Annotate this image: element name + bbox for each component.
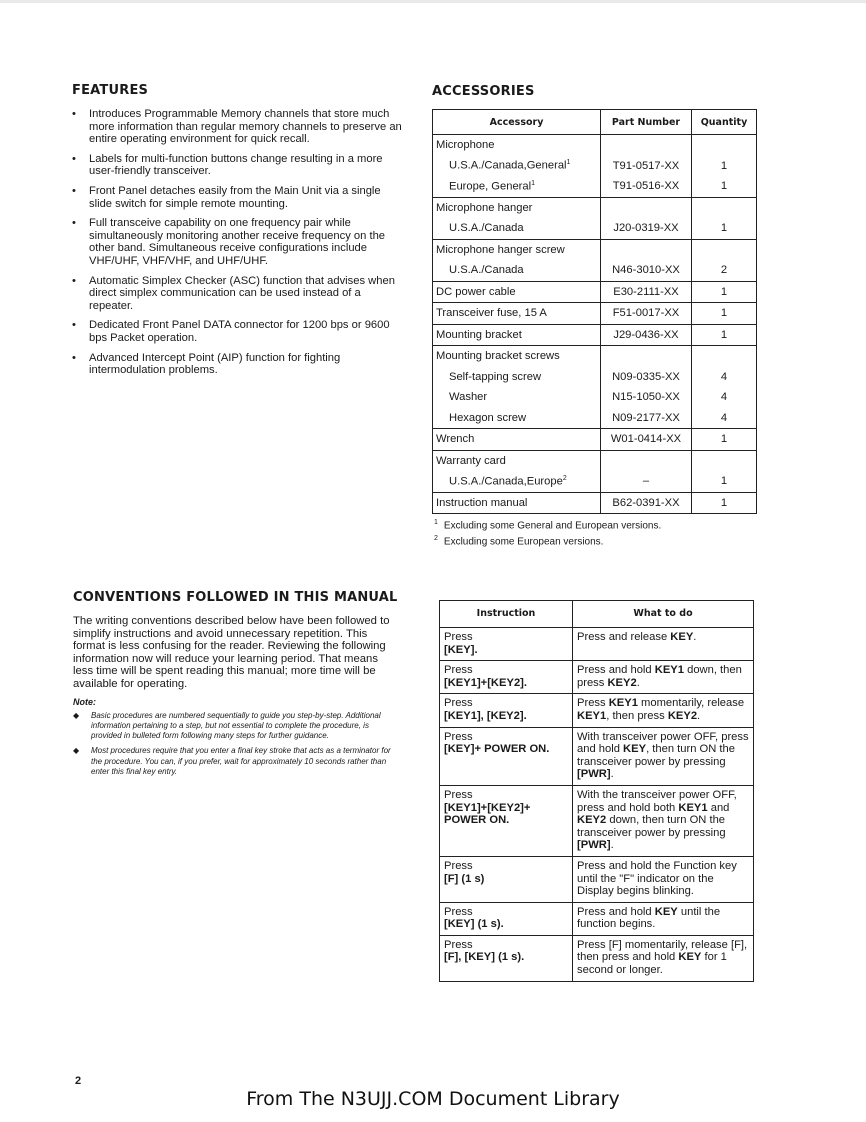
feature-item	[72, 275, 402, 313]
key-combo: [F] (1 s)	[444, 872, 485, 885]
top-edge	[0, 0, 866, 3]
quantity: 2	[692, 260, 757, 281]
footnote	[434, 532, 762, 548]
instruction-row	[440, 727, 754, 785]
footnote-mark: 2	[434, 535, 438, 543]
feature-text: Dedicated Front Panel DATA connector for 1200 bps or 9600 bps Packet operation.	[89, 319, 390, 344]
bullet-dot: •	[72, 351, 76, 364]
key-name: KEY1	[577, 709, 607, 722]
what-to-do-cell	[573, 785, 754, 856]
feature-text: Labels for multi-function buttons change resulting in a more user-friendly transceiver.	[89, 152, 383, 178]
instruction-text: .	[697, 709, 701, 722]
conventions-heading: CONVENTIONS FOLLOWED IN THIS MANUAL	[73, 590, 398, 605]
quantity	[692, 239, 757, 260]
accessory-row	[433, 260, 757, 281]
press-label: Press	[444, 788, 473, 801]
quantity: 1	[692, 429, 757, 451]
accessory-name	[433, 429, 601, 451]
part-number	[601, 346, 692, 367]
footnote-mark: 1	[434, 519, 438, 526]
part-number: –	[601, 471, 692, 492]
key-name: KEY	[670, 631, 694, 643]
what-to-do-cell	[573, 694, 754, 727]
accessory-name	[433, 450, 601, 471]
accessory-name-text: Microphone hanger screw	[436, 243, 565, 256]
instruction-text: .	[693, 631, 697, 643]
key-name: KEY1	[678, 801, 708, 814]
accessory-name	[433, 176, 601, 197]
footnote-text: Excluding some European versions.	[443, 536, 604, 548]
part-number: N09-2177-XX	[601, 408, 692, 429]
key-name: [PWR]	[577, 839, 611, 852]
accessories-header-row	[433, 110, 757, 135]
feature-item	[72, 352, 402, 377]
accessory-name	[433, 156, 601, 177]
instruction-row	[440, 902, 754, 935]
instruction-text: Press and hold	[577, 905, 655, 918]
note-item	[73, 711, 398, 742]
footnote-ref: 2	[562, 474, 567, 482]
note-label: Note:	[73, 696, 96, 707]
accessories-table	[432, 109, 757, 514]
accessory-name-text: Europe, General	[449, 180, 532, 193]
accessory-row	[433, 197, 757, 218]
accessory-row	[433, 492, 757, 514]
bullet-dot: •	[72, 274, 76, 287]
instruction-table	[439, 600, 754, 982]
accessory-row	[433, 471, 757, 492]
bullet-dot: •	[72, 184, 76, 197]
instruction-text: for 1 second or longer.	[577, 951, 727, 977]
quantity: 4	[692, 367, 757, 388]
part-number: F51-0017-XX	[601, 303, 692, 325]
key-combo: [KEY1], [KEY2].	[444, 709, 527, 722]
feature-item	[72, 153, 402, 178]
quantity: 1	[692, 218, 757, 239]
accessories-table-body	[433, 135, 757, 514]
bullet-dot: •	[72, 217, 76, 230]
accessory-row	[433, 239, 757, 260]
instruction-text: down, then turn ON the transceiver power by pressing	[577, 814, 726, 839]
key-name: KEY2	[577, 814, 607, 827]
accessory-name-text: Warranty card	[436, 454, 506, 467]
accessories-section	[432, 84, 762, 549]
key-name: KEY2	[607, 676, 637, 689]
header-instruction: Instruction	[440, 601, 573, 628]
instruction-text: Press	[577, 697, 609, 710]
quantity: 1	[692, 471, 757, 492]
what-to-do-cell	[573, 727, 754, 785]
quantity: 1	[692, 176, 757, 197]
press-label: Press	[444, 664, 473, 677]
accessory-row	[433, 408, 757, 429]
bullet-dot: •	[72, 319, 76, 332]
accessory-name	[433, 281, 601, 303]
accessory-row	[433, 135, 757, 156]
key-combo: [KEY1]+[KEY2].	[444, 676, 527, 689]
accessory-row	[433, 156, 757, 177]
instruction-text: , then press	[606, 709, 668, 722]
instruction-text: With the transceiver power OFF, press and hold both	[577, 788, 737, 814]
part-number: N09-0335-XX	[601, 367, 692, 388]
accessory-row	[433, 429, 757, 451]
quantity	[692, 346, 757, 367]
accessory-name	[433, 260, 601, 281]
accessory-name	[433, 135, 601, 156]
accessory-row	[433, 387, 757, 408]
accessory-name-text: DC power cable	[436, 285, 516, 298]
quantity: 1	[692, 303, 757, 325]
bullet-dot: •	[72, 108, 76, 120]
what-to-do-cell	[573, 902, 754, 935]
press-label: Press	[444, 730, 473, 743]
accessory-row	[433, 303, 757, 325]
feature-item	[72, 185, 402, 210]
footnote-text: Excluding some General and European versions.	[443, 520, 662, 532]
accessory-name-text: Instruction manual	[436, 496, 528, 509]
footnote-ref: 1	[531, 179, 535, 187]
quantity	[692, 450, 757, 471]
press-label: Press	[444, 631, 473, 643]
accessory-name	[433, 324, 601, 346]
accessory-name-text: Mounting bracket screws	[436, 350, 560, 363]
library-credit: From The N3UJJ.COM Document Library	[246, 1088, 620, 1110]
what-to-do-cell	[573, 856, 754, 902]
header-part-number: Part Number	[601, 110, 692, 135]
part-number: J20-0319-XX	[601, 218, 692, 239]
instruction-row	[440, 661, 754, 694]
accessory-name-text: U.S.A./Canada,Europe	[449, 475, 563, 488]
instruction-row	[440, 935, 754, 981]
feature-text: Automatic Simplex Checker (ASC) function that advises when direct simplex communication can be used instead of a repeater.	[89, 274, 395, 312]
accessories-footnotes	[432, 516, 762, 549]
quantity: 4	[692, 408, 757, 429]
accessory-name-text: U.S.A./Canada,General	[449, 160, 567, 173]
key-combo: [KEY] (1 s).	[444, 918, 504, 931]
instruction-text: momentarily, release	[637, 697, 745, 710]
feature-item	[72, 217, 402, 267]
instruction-cell	[440, 694, 573, 727]
press-label: Press	[444, 938, 473, 951]
accessory-name	[433, 408, 601, 429]
part-number: E30-2111-XX	[601, 281, 692, 303]
quantity	[692, 135, 757, 156]
quantity: 1	[692, 324, 757, 346]
accessory-row	[433, 367, 757, 388]
part-number: B62-0391-XX	[601, 492, 692, 514]
accessory-name-text: Microphone hanger	[436, 201, 533, 214]
key-combo: [KEY].	[444, 643, 478, 656]
accessory-name-text: Mounting bracket	[436, 328, 522, 341]
key-name: KEY	[654, 905, 678, 918]
instruction-row	[440, 694, 754, 727]
accessory-name	[433, 218, 601, 239]
instruction-text: .	[610, 768, 614, 781]
instruction-text: .	[636, 676, 640, 689]
instruction-text: Press [F] momentarily, release [F], then press and hold	[577, 938, 748, 964]
instruction-text: Press and release	[577, 631, 671, 643]
accessory-row	[433, 281, 757, 303]
footnote	[434, 516, 762, 532]
accessory-name	[433, 387, 601, 408]
instruction-text: Press and hold the Function key until the "F" indicator on the Display begins blinking.	[577, 859, 737, 898]
instruction-cell	[440, 856, 573, 902]
features-list	[72, 108, 402, 377]
note-text: Most procedures require that you enter a final key stroke that acts as a terminator for the procedure. You can, if you prefer, wait for approximately 10 seconds rather than enter this final key entry.	[91, 746, 391, 777]
instruction-row	[440, 785, 754, 856]
part-number	[601, 197, 692, 218]
feature-text: Full transceive capability on one frequency pair while simultaneously monitoring another receive frequency on the other band. Simultaneous receive configurations include VHF/UHF, VHF/VHF, and UHF/UHF.	[89, 217, 386, 267]
accessory-row	[433, 324, 757, 346]
accessories-heading: ACCESSORIES	[432, 84, 535, 99]
part-number: T91-0516-XX	[601, 176, 692, 197]
quantity	[692, 197, 757, 218]
key-name: KEY	[678, 951, 702, 964]
press-label: Press	[444, 697, 473, 710]
diamond-bullet-icon: ◆	[73, 746, 80, 756]
accessory-name-text: U.S.A./Canada	[449, 264, 524, 277]
part-number: W01-0414-XX	[601, 429, 692, 451]
accessory-row	[433, 176, 757, 197]
conventions-section	[73, 590, 398, 782]
what-to-do-cell	[573, 661, 754, 694]
header-quantity: Quantity	[692, 110, 757, 135]
part-number: T91-0517-XX	[601, 156, 692, 177]
what-to-do-cell	[573, 628, 754, 661]
accessory-name	[433, 239, 601, 260]
accessory-name	[433, 471, 601, 492]
diamond-bullet-icon: ◆	[73, 710, 80, 720]
feature-text: Front Panel detaches easily from the Main Unit via a single slide switch for simple remote mounting.	[89, 184, 381, 210]
note-text: Basic procedures are numbered sequentially to guide you step-by-step. Additional information pertaining to a step, but not essential to complete the procedure, is provided in bulleted form following many steps for further guidance.	[91, 710, 381, 741]
quantity: 4	[692, 387, 757, 408]
accessory-name-text: Washer	[449, 391, 488, 404]
accessory-name	[433, 346, 601, 367]
key-combo: [F], [KEY] (1 s).	[444, 951, 525, 964]
bullet-dot: •	[72, 152, 76, 165]
accessory-name	[433, 303, 601, 325]
accessory-row	[433, 450, 757, 471]
quantity: 1	[692, 156, 757, 177]
part-number	[601, 239, 692, 260]
accessory-name	[433, 492, 601, 514]
conventions-body: The writing conventions described below have been followed to simplify instructions and avoid unnecessary repetition. This format is less confusing for the reader. Reviewing the following information now will reduce your learning period. That means less time will be spent reading this manual; more time will be available for operating.	[73, 615, 390, 690]
features-section	[72, 83, 402, 384]
feature-text: Advanced Intercept Point (AIP) function for fighting intermodulation problems.	[89, 351, 341, 377]
instruction-table-body	[440, 628, 754, 982]
key-name: [PWR]	[577, 768, 611, 781]
page-number: 2	[75, 1075, 82, 1087]
feature-text: Introduces Programmable Memory channels that store much more information than regular memory channels to preserve an entire operating environment for quick recall.	[89, 108, 402, 146]
instruction-text: .	[610, 839, 614, 852]
instruction-cell	[440, 785, 573, 856]
instruction-cell	[440, 727, 573, 785]
instruction-text: and	[707, 801, 730, 814]
instruction-text: With transceiver power OFF, press and hold	[577, 730, 749, 756]
instruction-cell	[440, 628, 573, 661]
accessory-name	[433, 367, 601, 388]
accessory-name-text: Hexagon screw	[449, 411, 527, 424]
quantity: 1	[692, 492, 757, 514]
feature-item	[72, 108, 402, 146]
accessory-name-text: Self-tapping screw	[449, 370, 542, 383]
accessory-name-text: U.S.A./Canada	[449, 222, 524, 235]
key-name: KEY1	[608, 697, 638, 710]
press-label: Press	[444, 905, 473, 918]
notes-list	[73, 711, 398, 778]
header-what-to-do: What to do	[573, 601, 754, 628]
accessory-name-text: Microphone	[436, 139, 495, 152]
accessory-row	[433, 218, 757, 239]
note-item	[73, 746, 398, 777]
instruction-text: down, then press	[577, 664, 742, 689]
features-heading: FEATURES	[72, 83, 149, 98]
instruction-cell	[440, 902, 573, 935]
key-combo: [KEY1]+[KEY2]+ POWER ON.	[444, 801, 531, 827]
part-number	[601, 450, 692, 471]
accessory-name-text: Wrench	[436, 433, 475, 446]
part-number	[601, 135, 692, 156]
key-name: KEY1	[654, 664, 684, 677]
feature-item	[72, 319, 402, 344]
instruction-header-row	[440, 601, 754, 628]
instruction-cell	[440, 661, 573, 694]
part-number: J29-0436-XX	[601, 324, 692, 346]
what-to-do-cell	[573, 935, 754, 981]
instruction-row	[440, 856, 754, 902]
header-accessory: Accessory	[433, 110, 601, 135]
accessory-name-text: Transceiver fuse, 15 A	[436, 307, 547, 320]
key-name: KEY2	[667, 709, 698, 722]
instruction-text: until the function begins.	[577, 905, 721, 931]
press-label: Press	[444, 859, 473, 872]
part-number: N15-1050-XX	[601, 387, 692, 408]
instruction-cell	[440, 935, 573, 981]
part-number: N46-3010-XX	[601, 260, 692, 281]
instruction-text: Press and hold	[577, 664, 655, 677]
accessory-row	[433, 346, 757, 367]
key-combo: [KEY]+ POWER ON.	[444, 743, 550, 756]
accessory-name	[433, 197, 601, 218]
quantity: 1	[692, 281, 757, 303]
instruction-text: , then turn ON the transceiver power by pressing	[577, 743, 735, 768]
footnote-ref: 1	[566, 159, 571, 167]
instruction-row	[440, 628, 754, 661]
key-name: KEY	[623, 743, 647, 756]
